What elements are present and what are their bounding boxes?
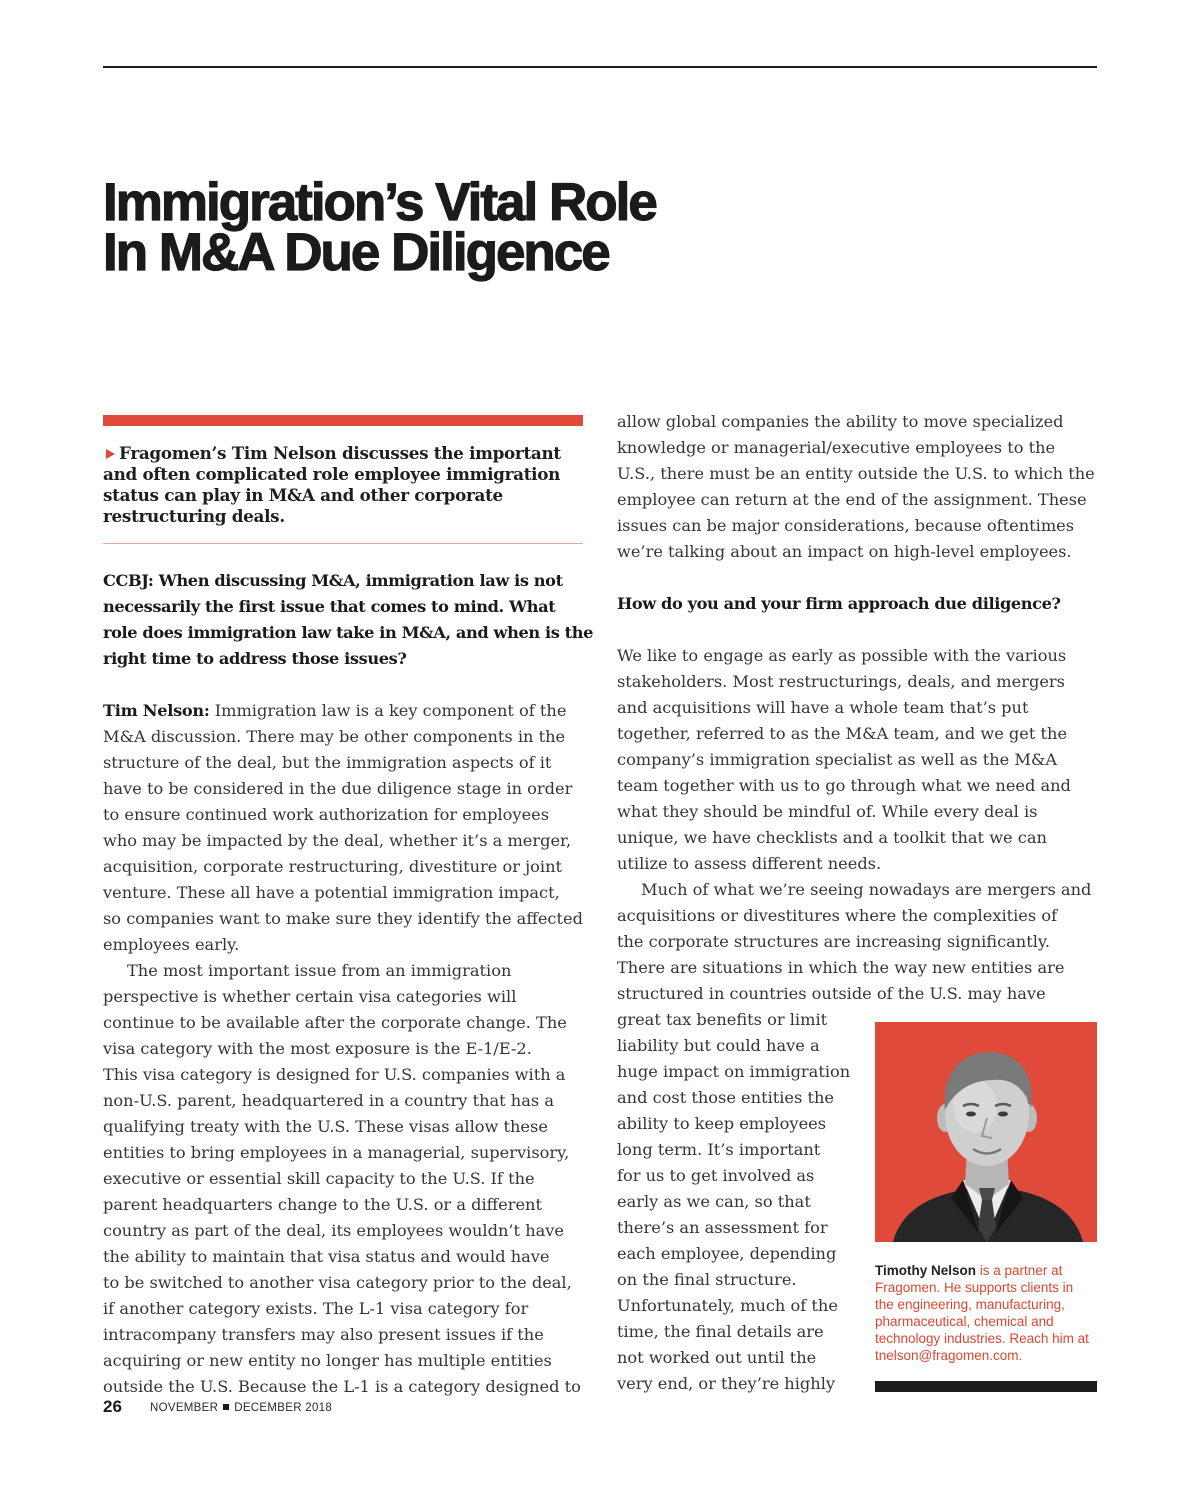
intro-deck bbox=[103, 443, 583, 527]
question-line: How do you and your firm approach due diligence? bbox=[617, 594, 1061, 613]
title-line: Immigration’s Vital Role bbox=[103, 173, 656, 232]
body-text-line: Unfortunately, much of the bbox=[617, 1296, 838, 1315]
bio-text: is a partner at bbox=[979, 1263, 1063, 1278]
question-line: necessarily the first issue that comes to mind. What bbox=[103, 597, 556, 616]
body-text-line: team together with us to go through what we need and bbox=[617, 776, 1071, 795]
bio-line: Fragomen. He supports clients in bbox=[875, 1280, 1074, 1295]
question-line: role does immigration law take in M&A, and when is the bbox=[103, 623, 593, 642]
body-text-line: M&A discussion. There may be other components in the bbox=[103, 727, 566, 746]
body-text-line: acquisitions or divestitures where the complexities of bbox=[617, 906, 1058, 925]
author-bio-caption bbox=[875, 1262, 1097, 1364]
body-text-line: huge impact on immigration bbox=[617, 1062, 851, 1081]
question-line: CCBJ: When discussing M&A, immigration law is not bbox=[103, 571, 563, 590]
body-text-line: if another category exists. The L-1 visa category for bbox=[103, 1299, 529, 1318]
question bbox=[103, 568, 593, 672]
body-text-line: company’s immigration specialist as well as the M&A bbox=[617, 750, 1058, 769]
bio-line bbox=[875, 1262, 1097, 1279]
body-text-line: parent headquarters change to the U.S. or a different bbox=[103, 1195, 542, 1214]
body-text-line: executive or essential skill capacity to the U.S. If the bbox=[103, 1169, 535, 1188]
issue-date bbox=[150, 1401, 332, 1415]
issue-end: DECEMBER 2018 bbox=[234, 1402, 333, 1414]
intro-line: restructuring deals. bbox=[103, 506, 285, 526]
question bbox=[617, 591, 1097, 617]
body-text-line: We like to engage as early as possible with the various bbox=[617, 646, 1067, 665]
body-text-line: there’s an assessment for bbox=[617, 1218, 828, 1237]
body-text-line: perspective is whether certain visa categories will bbox=[103, 987, 517, 1006]
body-text-line: we’re talking about an impact on high-level employees. bbox=[617, 542, 1072, 561]
body-text-line: This visa category is designed for U.S. companies with a bbox=[103, 1065, 566, 1084]
author-name: Timothy Nelson bbox=[875, 1263, 977, 1278]
speaker-label: Tim Nelson: bbox=[103, 701, 210, 720]
intro-divider bbox=[103, 543, 583, 544]
body-text-line: great tax benefits or limit bbox=[617, 1010, 828, 1029]
body-text-line: the ability to maintain that visa status and would have bbox=[103, 1247, 550, 1266]
intro-line: and often complicated role employee immigration bbox=[103, 464, 561, 484]
bio-line: technology industries. Reach him at bbox=[875, 1331, 1089, 1346]
body-text-line: qualifying treaty with the U.S. These visas allow these bbox=[103, 1117, 548, 1136]
body-text-line: and acquisitions will have a whole team that’s put bbox=[617, 698, 1029, 717]
body-text-line: entities to bring employees in a managerial, supervisory, bbox=[103, 1143, 570, 1162]
square-bullet-icon bbox=[223, 1404, 229, 1410]
bio-line: tnelson@fragomen.com. bbox=[875, 1348, 1023, 1363]
triangle-right-icon bbox=[106, 449, 115, 459]
body-text-line: structured in countries outside of the U.S. may have bbox=[617, 984, 1046, 1003]
intro-line: status can play in M&A and other corporate bbox=[103, 485, 503, 505]
body-text-line: allow global companies the ability to move specialized bbox=[617, 412, 1064, 431]
body-text-line: long term. It’s important bbox=[617, 1140, 821, 1159]
body-text-line: country as part of the deal, its employees wouldn’t have bbox=[103, 1221, 564, 1240]
left-column bbox=[103, 568, 593, 1400]
intro-line bbox=[103, 443, 583, 464]
body-text-line: issues can be major considerations, because oftentimes bbox=[617, 516, 1075, 535]
bio-line: pharmaceutical, chemical and bbox=[875, 1314, 1054, 1329]
author-portrait bbox=[875, 1022, 1097, 1242]
body-text-line: have to be considered in the due diligence stage in order bbox=[103, 779, 573, 798]
body-text-line: time, the final details are bbox=[617, 1322, 824, 1341]
answer-paragraph bbox=[617, 643, 1097, 877]
body-text-line: the corporate structures are increasing significantly. bbox=[617, 932, 1051, 951]
right-column bbox=[617, 409, 1097, 1397]
body-text-line: acquisition, corporate restructuring, divestiture or joint bbox=[103, 857, 563, 876]
body-text-line: what they should be mindful of. While every deal is bbox=[617, 802, 1038, 821]
bio-line: the engineering, manufacturing, bbox=[875, 1297, 1065, 1312]
body-text-line: visa category with the most exposure is the E-1/E-2. bbox=[103, 1039, 532, 1058]
portrait-eye-left bbox=[966, 1112, 976, 1117]
body-text-line: to be switched to another visa category prior to the deal, bbox=[103, 1273, 572, 1292]
body-text-line: venture. These all have a potential immigration impact, bbox=[103, 883, 560, 902]
body-text-line: employees early. bbox=[103, 935, 240, 954]
article-title bbox=[103, 173, 656, 282]
body-text-line: non-U.S. parent, headquartered in a country that has a bbox=[103, 1091, 554, 1110]
body-text-line: and cost those entities the bbox=[617, 1088, 834, 1107]
question-line: right time to address those issues? bbox=[103, 649, 407, 668]
body-text-line: for us to get involved as bbox=[617, 1166, 815, 1185]
body-text-line: ability to keep employees bbox=[617, 1114, 827, 1133]
body-text-line bbox=[103, 698, 583, 724]
answer-paragraph bbox=[103, 698, 583, 958]
body-text-line: The most important issue from an immigration bbox=[127, 961, 512, 980]
body-text-line: who may be impacted by the deal, whether it’s a merger, bbox=[103, 831, 572, 850]
body-text-line: stakeholders. Most restructurings, deals, and mergers bbox=[617, 672, 1065, 691]
body-text-line: on the final structure. bbox=[617, 1270, 797, 1289]
title-line: In M&A Due Diligence bbox=[103, 223, 609, 282]
body-text-line: early as we can, so that bbox=[617, 1192, 811, 1211]
body-text-line: utilize to assess different needs. bbox=[617, 854, 882, 873]
body-text-line: There are situations in which the way new entities are bbox=[617, 958, 1065, 977]
accent-bar bbox=[103, 415, 583, 426]
portrait-eye-right bbox=[998, 1112, 1008, 1117]
body-text-line: outside the U.S. Because the L-1 is a category designed to bbox=[103, 1377, 581, 1396]
body-text-line: unique, we have checklists and a toolkit that we can bbox=[617, 828, 1047, 847]
body-text-line: U.S., there must be an entity outside the U.S. to which the bbox=[617, 464, 1095, 483]
body-text-line: very end, or they’re highly bbox=[617, 1374, 836, 1393]
page-number: 26 bbox=[103, 1397, 122, 1416]
body-text-line: so companies want to make sure they identify the affected bbox=[103, 909, 583, 928]
issue-start: NOVEMBER bbox=[150, 1402, 219, 1414]
body-text-line: acquiring or new entity no longer has multiple entities bbox=[103, 1351, 552, 1370]
top-rule bbox=[103, 66, 1097, 68]
author-photo bbox=[875, 1022, 1097, 1242]
body-text-line: intracompany transfers may also present issues if the bbox=[103, 1325, 544, 1344]
body-text-line: liability but could have a bbox=[617, 1036, 820, 1055]
body-text-line: Much of what we’re seeing nowadays are mergers and bbox=[641, 880, 1092, 899]
body-text-line: together, referred to as the M&A team, and we get the bbox=[617, 724, 1068, 743]
body-text-line: to ensure continued work authorization for employees bbox=[103, 805, 550, 824]
body-text-line: structure of the deal, but the immigration aspects of it bbox=[103, 753, 552, 772]
body-text-line: employee can return at the end of the assignment. These bbox=[617, 490, 1087, 509]
answer-paragraph bbox=[103, 958, 583, 1400]
intro-line-text: Fragomen’s Tim Nelson discusses the important bbox=[119, 443, 561, 463]
body-text-line: knowledge or managerial/executive employees to the bbox=[617, 438, 1056, 457]
continued-paragraph bbox=[617, 409, 1097, 565]
body-text: Immigration law is a key component of the bbox=[214, 701, 567, 720]
caption-end-bar bbox=[875, 1381, 1097, 1392]
body-text-line: continue to be available after the corporate change. The bbox=[103, 1013, 567, 1032]
body-text-line: each employee, depending bbox=[617, 1244, 837, 1263]
body-text-line: not worked out until the bbox=[617, 1348, 817, 1367]
